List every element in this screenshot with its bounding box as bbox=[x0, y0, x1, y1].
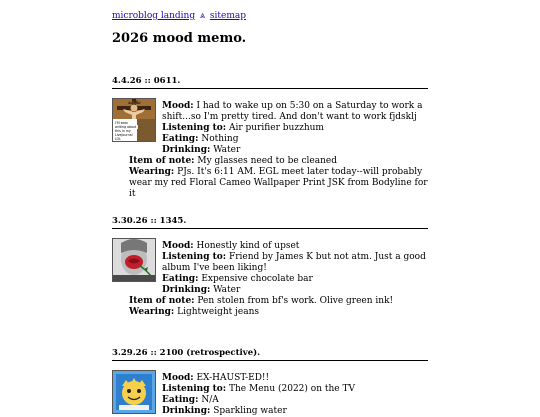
mood-value: Honestly kind of upset bbox=[196, 241, 300, 251]
mood-value: I had to wake up on 5:30 on a Saturday to work a shift...so I'm pretty tired. And don't want to work fjdsklj bbox=[162, 101, 423, 122]
item-of-note-line bbox=[112, 296, 428, 307]
svg-text:LOL: LOL bbox=[115, 137, 121, 141]
wearing-value: PJs. It's 6:11 AM. EGL meet later today--will probably wear my red Floral Cameo Wallpaper Print JSK from Bodyline for it bbox=[129, 167, 428, 199]
svg-text:Livejournal: Livejournal bbox=[115, 133, 133, 137]
listening-value: Air purifier buzzhum bbox=[229, 123, 324, 133]
listening-line bbox=[112, 384, 428, 395]
eating-label: Eating: bbox=[162, 274, 199, 284]
entry-header: 3.29.26 :: 2100 (retrospective). bbox=[112, 348, 428, 361]
eating-label: Eating: bbox=[162, 134, 199, 144]
eating-label: Eating: bbox=[162, 395, 199, 405]
mood-label: Mood: bbox=[162, 101, 194, 111]
entry-header: 3.30.26 :: 1345. bbox=[112, 216, 428, 229]
mood-line bbox=[112, 101, 428, 123]
item-of-note-label: Item of note: bbox=[129, 296, 195, 306]
listening-line bbox=[112, 252, 428, 274]
item-of-note-line bbox=[112, 156, 428, 167]
mood-line bbox=[112, 241, 428, 252]
wearing-label: Wearing: bbox=[129, 167, 175, 177]
listening-value: The Menu (2022) on the TV bbox=[229, 384, 355, 394]
drinking-value: Water bbox=[213, 145, 241, 155]
item-of-note-value: Pen stolen from bf's work. Olive green ink! bbox=[197, 296, 394, 306]
wearing-line bbox=[112, 307, 428, 318]
svg-text:writing about: writing about bbox=[115, 125, 137, 129]
eating-line bbox=[112, 395, 428, 406]
mood-entry bbox=[112, 348, 428, 417]
item-of-note-label: Item of note: bbox=[129, 156, 195, 166]
top-nav bbox=[112, 11, 246, 22]
entry-body bbox=[112, 101, 428, 200]
listening-label: Listening to: bbox=[162, 252, 227, 262]
item-of-note-value: My glasses need to be cleaned bbox=[197, 156, 338, 166]
mood-entry bbox=[112, 216, 428, 318]
wearing-label: Wearing: bbox=[129, 307, 175, 317]
drinking-value: Sparkling water bbox=[213, 406, 287, 416]
mood-line bbox=[112, 373, 428, 384]
nav-separator-icon: ⩓ bbox=[199, 11, 206, 21]
listening-value: Friend by James K but not atm. Just a good album I've been liking! bbox=[162, 252, 426, 273]
eating-value: Nothing bbox=[201, 134, 239, 144]
sitemap-link[interactable]: sitemap bbox=[209, 11, 247, 21]
eating-line bbox=[112, 134, 428, 145]
wearing-line bbox=[112, 167, 428, 200]
drinking-line bbox=[112, 406, 428, 417]
drinking-label: Drinking: bbox=[162, 285, 211, 295]
drinking-label: Drinking: bbox=[162, 406, 211, 416]
drinking-line bbox=[112, 285, 428, 296]
entry-body bbox=[112, 241, 428, 318]
listening-line bbox=[112, 123, 428, 134]
drinking-value: Water bbox=[213, 285, 241, 295]
mood-label: Mood: bbox=[162, 373, 194, 383]
drinking-label: Drinking: bbox=[162, 145, 211, 155]
listening-label: Listening to: bbox=[162, 384, 227, 394]
eating-line bbox=[112, 274, 428, 285]
listening-label: Listening to: bbox=[162, 123, 227, 133]
eating-value: N/A bbox=[201, 395, 219, 405]
mood-label: Mood: bbox=[162, 241, 194, 251]
mood-entry bbox=[112, 76, 428, 200]
page-title: 2026 mood memo. bbox=[112, 31, 247, 46]
entry-header: 4.4.26 :: 0611. bbox=[112, 76, 428, 89]
mood-value: EX-HAUST-ED!! bbox=[196, 373, 270, 383]
microblog-landing-link[interactable]: microblog landing bbox=[112, 11, 196, 21]
svg-text:I'M seen: I'M seen bbox=[115, 121, 129, 125]
entry-body bbox=[112, 373, 428, 417]
drinking-line bbox=[112, 145, 428, 156]
eating-value: Expensive chocolate bar bbox=[201, 274, 313, 284]
wearing-value: Lightweight jeans bbox=[177, 307, 260, 317]
svg-text:this in my: this in my bbox=[115, 129, 131, 133]
